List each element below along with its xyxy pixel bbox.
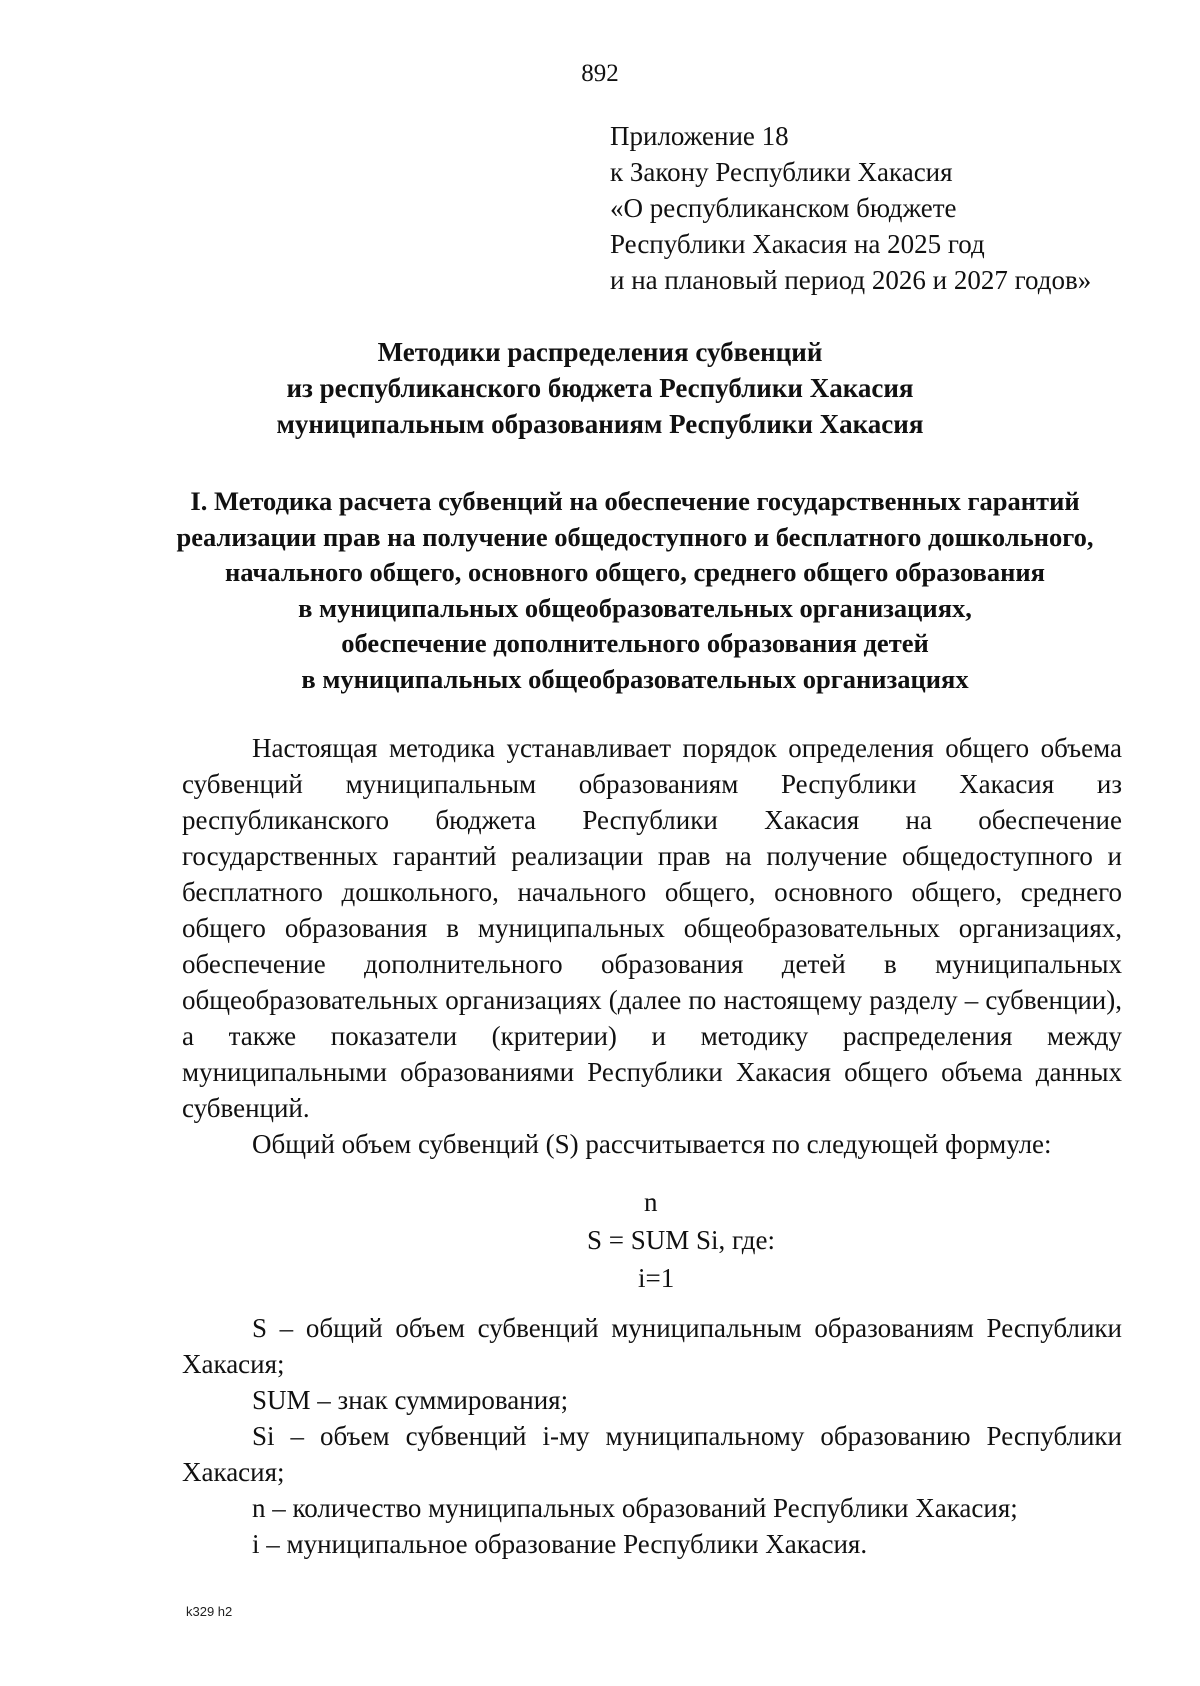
appendix-line: к Закону Республики Хакасия bbox=[610, 157, 953, 187]
section-title-line: I. Методика расчета субвенций на обеспечение государственных гарантий bbox=[190, 486, 1080, 516]
formula-upper-limit: n bbox=[644, 1187, 658, 1217]
definition-item: SUM – знак суммирования; bbox=[252, 1385, 569, 1415]
formula-main: S = SUM Si, где: bbox=[587, 1225, 775, 1255]
main-title-line: из республиканского бюджета Республики Хакасия bbox=[286, 373, 914, 403]
body-text bbox=[182, 730, 1122, 1162]
section-title-line: реализации прав на получение общедоступного и бесплатного дошкольного, bbox=[176, 521, 1094, 552]
appendix-line: Приложение 18 bbox=[610, 121, 789, 151]
section-title-line: в муниципальных общеобразовательных организациях, bbox=[298, 592, 972, 623]
main-title-line: муниципальным образованиям Республики Хакасия bbox=[276, 409, 924, 439]
page-number: 892 bbox=[581, 60, 619, 87]
definition-item: i – муниципальное образование Республики Хакасия. bbox=[252, 1529, 868, 1559]
definition-item: Si – объем субвенций i-му муниципальному образованию Республики Хакасия; bbox=[182, 1421, 1122, 1487]
appendix-line: Республики Хакасия на 2025 год bbox=[610, 229, 985, 259]
appendix-line: и на плановый период 2026 и 2027 годов» bbox=[610, 265, 1092, 295]
section-title-line: в муниципальных общеобразовательных организациях bbox=[301, 663, 969, 694]
document-code: k329 h2 bbox=[186, 1604, 233, 1619]
section-title-line: начального общего, основного общего, среднего общего образования bbox=[225, 557, 1045, 587]
formula-definitions bbox=[182, 1310, 1122, 1562]
appendix-header bbox=[610, 118, 1170, 298]
body-paragraph: Общий объем субвенций (S) рассчитывается по следующей формуле: bbox=[252, 1129, 1052, 1159]
definition-item: n – количество муниципальных образований Республики Хакасия; bbox=[252, 1493, 1018, 1523]
main-title bbox=[150, 334, 1050, 442]
body-paragraph: Настоящая методика устанавливает порядок определения общего объема субвенций муниципальным образованиям Республики Хакасия из республиканского бюджета Республики Хакасия на обеспечение государственных гарантий реализации прав на получение общедоступного и бесплатного дошкольного, начального общего, основного общего, среднего общего образования в муниципальных общеобразовательных организациях, обеспечение дополнительного образования детей в муниципальных общеобразовательных организациях (далее по настоящему разделу – субвенции), а также показатели (критерии) и методику распределения между муниципальными образованиями Республики Хакасия общего объема данных субвенций. bbox=[182, 733, 1122, 1123]
appendix-line: «О республиканском бюджете bbox=[610, 193, 957, 223]
definition-item: S – общий объем субвенций муниципальным образованиям Республики Хакасия; bbox=[182, 1313, 1122, 1379]
section-title-line: обеспечение дополнительного образования детей bbox=[341, 628, 929, 658]
formula-lower-limit: i=1 bbox=[638, 1263, 675, 1293]
main-title-line: Методики распределения субвенций bbox=[377, 337, 823, 367]
section-title bbox=[150, 484, 1120, 697]
